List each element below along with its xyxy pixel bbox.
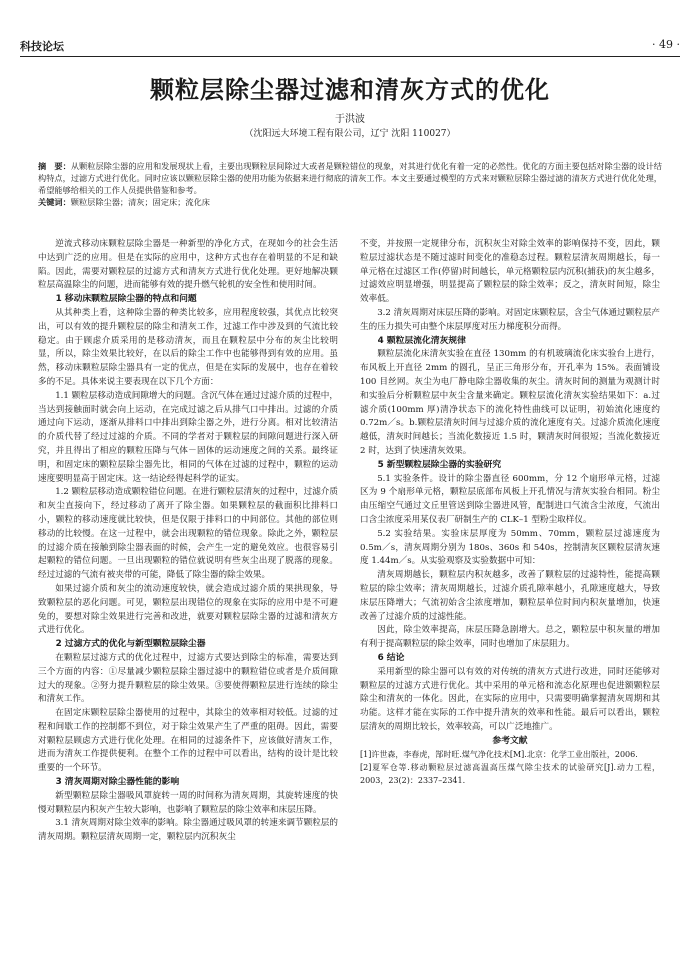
paragraph: 1.2 颗粒层移动造成颗粒错位问题。在进行颗粒层清灰的过程中，过滤介质和灰尘直接向下，经过移动了离开了除尘器。如果颗粒层的截面积比排料口小，颗粒的移动速度就比较快，但是仅限于排料口的中间部位。其他的部位则移动的比较慢。在这一过程中，就会出现颗粒的错位现象。除此之外，颗粒层的过滤介质在接触到除尘器表面的时候，会产生一定的避免效应。也很容易引起颗粒的错位问题。一旦出现颗粒的错位就说明有些灰尘出现了脱落的现象。经过过滤的气流有被夹带的可能，降低了除尘器的除尘效果。 bbox=[38, 487, 338, 581]
section-heading: 1 移动床颗粒层除尘器的特点和问题 bbox=[55, 294, 197, 305]
paragraph: 如果过滤介质和灰尘的流动速度较快，就会造成过滤介质的果拱现象，导致颗粒层的恶化问题。可见，颗粒层出现错位的现象在实际的应用中是不可避免的，要想对除尘效果进行完善和改进，就要对颗粒层除尘器的过滤和清灰方式进行优化。 bbox=[38, 583, 338, 636]
keywords-text: 颗粒层除尘器；清灰；固定床；流化床 bbox=[70, 197, 210, 207]
keywords-line bbox=[38, 196, 662, 208]
author: 于洪波 bbox=[335, 114, 365, 125]
references-list bbox=[360, 748, 660, 787]
references-heading: 参考文献 bbox=[492, 735, 528, 746]
abstract-paragraph bbox=[38, 160, 662, 196]
paragraph: 逆流式移动床颗粒层除尘器是一种新型的净化方式，在现如今的社会生活中达到广泛的应用。但是在实际的应用中，这种方式也存在着明显的不足和缺陷。因此，需要对颗粒层的过滤方式和清灰方式进行优化处理。更好地解决颗粒层高温除尘的问题，进而能够有效的提升燃气轮机的安全性和使用时间。 bbox=[38, 239, 338, 291]
paragraph: 1.1 颗粒层移动造成间隙增大的问题。含沉气体在通过过滤介质的过程中，当达到接触面时就会向上运动，在完成过滤之后从排气口中排出。过滤的介质通过向下运动，逐渐从排料口中排出到除尘器之外，进行分离。相对比较清洁的介质代替了经过过滤的介质。不同的学者对于颗粒层的间隙问题进行深入研究，并且得出了相应的颗粒压降与气体－固体的运动速度之间的关系。最终证明，和固定床的颗粒层除尘器先比，相同的气体在过滤的过程中，颗粒的运动速度要明显高于固定床。这一结论经得起科学的证实。 bbox=[38, 390, 338, 484]
journal-section: 科技论坛 bbox=[20, 40, 64, 53]
abstract-label: 摘 要： bbox=[38, 161, 71, 171]
paragraph: 5.1 实验条件。设计的除尘器直径 600mm，分 12 个扇形单元格，过滤区为 9 个扇形单元格，颗粒层底部布风板上开孔情况与清灰实验台相同。粉尘由压缩空气通过文丘里管送到除尘器进风管，配制进口气流含尘浓度，气流出口含尘浓度采用某仪表厂研制生产的 CLK–1 型粉尘取样仪。 bbox=[360, 473, 660, 525]
section-heading: 4 颗粒层流化清灰规律 bbox=[377, 335, 466, 346]
left-column bbox=[38, 238, 338, 845]
paragraph: 在颗粒层过滤方式的优化过程中，过滤方式要达到除尘的标准，需要达到三个方面的内容：①尽量减少颗粒层除尘器过滤中的颗粒错位或者是介质间隙过大的现象。②努力提升颗粒层的除尘效果。③要使得颗粒层进行连续的除尘和清灰工作。 bbox=[38, 652, 338, 705]
section-heading: 3 清灰周期对除尘器性能的影响 bbox=[55, 777, 180, 788]
paragraph: 3.2 清灰周期对床层压降的影响。对固定床颗粒层，含尘气体通过颗粒层产生的压力损失可由整个床层厚度对压力梯度积分而得。 bbox=[360, 307, 660, 332]
section-heading: 5 新型颗粒层除尘器的实验研究 bbox=[377, 459, 502, 470]
paragraph: 因此，除尘效率提高，床层压降急剧增大。总之，颗粒层中积灰量的增加有利于提高颗粒层的除尘效率，同时也增加了床层阻力。 bbox=[360, 625, 660, 650]
paragraph: 新型颗粒层除尘器吸风罩旋转一周的时间称为清灰周期，其旋转速度的快慢对颗粒层内积灰产生较大影响，也影响了颗粒层的除尘效率和床层压降。 bbox=[38, 790, 338, 815]
paragraph: 采用新型的除尘器可以有效的对传统的清灰方式进行改进，同时还能够对颗粒层的过滤方式进行优化。其中采用的单元格和流态化原理也促进额颗粒层除尘和清灰的一体化。因此，在实际的应用中，只需要明确掌握清灰周期和其功能。这样才能在实际的工作中提升清灰的效率和性能。最后可以看出，颗粒层清灰的周期比较长，效率较高，可以广泛地推广。 bbox=[360, 666, 660, 732]
header-rule bbox=[20, 56, 680, 57]
paragraph: 颗粒层流化床清灰实验在直径 130mm 的有机玻璃流化床实验台上进行，布风板上开直径 2mm 的圆孔，呈正三角形分布，开孔率为 15%。表面铺设 100 目丝网。灰尘为电厂静电除尘器收集的灰尘。清灰时间的测量为观测计时和实验后分析颗粒层中灰尘含量来确定。颗粒层流化清灰实验结果如下：a.过滤介质(100mm 厚)清净状态下的流化特性曲线可以证明，初始流化速度约 0.72m／s。b.颗粒层清灰时间与过滤介质的流化速度有关。过滤介质流化速度越低，清灰时间越长；当流化数接近 1.5 时，颗清灰时间很短；当流化数接近 2 时，达到了快速清灰效果。 bbox=[360, 349, 660, 456]
paragraph: 不变，并按照一定规律分布，沉积灰尘对除尘效率的影响保持不变，因此，颗粒层过滤状态是不随过滤时间变化的准稳态过程。颗粒层清灰周期越长，每一单元格在过滤区工作(停留)时间越长，单元格颗粒层内沉积(捕获)的灰尘越多，过滤效应明显增强，明显提高了颗粒层的除尘效率；反之，清灰时间短，除尘效率低。 bbox=[360, 239, 660, 305]
keywords-label: 关键词： bbox=[38, 197, 71, 207]
right-column bbox=[360, 238, 660, 787]
paragraph: 在固定床颗粒层除尘器使用的过程中，其除尘的效率相对较低。过滤的过程和间歇工作的控制都不到位，对于除尘效果产生了严重的阻碍。因此，需要对颗粒层顾虑方式进行优化处理。在相同的过滤条件下，应该做好清灰工作，进而为清灰工作提供便利。在整个工作的过程中可以看出，结构的设计是比较重要的一个环节。 bbox=[38, 708, 338, 774]
paragraph: 3.1 清灰周期对除尘效率的影响。除尘器通过吸风罩的转速来调节颗粒层的清灰周期。颗粒层清灰周期一定，颗粒层内沉积灰尘 bbox=[38, 818, 338, 843]
paragraph: 从其种类上看，这种除尘器的种类比较多，应用程度较强，其优点比较突出，可以有效的提升颗粒层的除尘和清灰工作，过滤工作中涉及到的气流比较稳定。由于顾虑介质采用的是移动清灰，而且在颗粒层中分布的灰尘比较明显，所以，除尘效果比较好，在以后的除尘工作中也能够得到有效的应用。虽然，移动床颗粒层除尘器具有一定的优点，但是在实际的发展中，也存在着较多的不足。具体来说主要表现在以下几个方面： bbox=[38, 307, 338, 387]
paragraph: 清灰周期越长，颗粒层内积灰越多，改善了颗粒层的过滤特性，能提高颗粒层的除尘效率；清灰周期越长，过滤介质孔隙率越小，孔隙速度越大，导致床层压降增大；气流初始含尘浓度增加，颗粒层单位时间内积灰量增加，快速改善了过滤介质的过滤性能。 bbox=[360, 570, 660, 622]
running-header bbox=[20, 38, 680, 54]
section-heading: 6 结论 bbox=[377, 652, 405, 663]
body-columns bbox=[38, 238, 662, 928]
paper-title: 颗粒层除尘器过滤和清灰方式的优化 bbox=[150, 75, 550, 104]
page-number: · 49 · bbox=[652, 38, 680, 51]
reference-item: [1]许世森，李春虎，郜时旺.煤气净化技术[M].北京：化学工业出版社，2006. bbox=[360, 750, 638, 760]
paragraph: 5.2 实验结果。实验床层厚度为 50mm、70mm，颗粒层过滤速度为 0.5m／s，清灰周期分别为 180s、360s 和 540s，控制清灰区颗粒层清灰速度 1.44m／s。从实验观察及实验数据中可知： bbox=[360, 528, 660, 567]
reference-item: [2]夏军仓等.移动颗粒层过滤高温高压煤气除尘技术的试验研究[J].动力工程，2003，23(2)：2337–2341. bbox=[360, 763, 660, 786]
abstract-text: 从颗粒层除尘器的应用和发展现状上看，主要出现颗粒层间除过大或者是颗粒错位的现象，对其进行优化有着一定的必然性。优化的方面主要包括对除尘器的设计结构特点，过滤方式进行优化。同时应该以颗粒层除尘器的使用功能为依据来进行彻底的清灰工作。本文主要通过模型的方式来对颗粒层除尘器过滤的清灰方式进行优化处理，希望能够给相关的工作人员提供借鉴和参考。 bbox=[38, 161, 662, 195]
affiliation: （沈阳远大环境工程有限公司，辽宁 沈阳 110027） bbox=[244, 129, 456, 139]
abstract-block bbox=[38, 160, 662, 208]
section-heading: 2 过滤方式的优化与新型颗粒层除尘器 bbox=[55, 639, 206, 650]
